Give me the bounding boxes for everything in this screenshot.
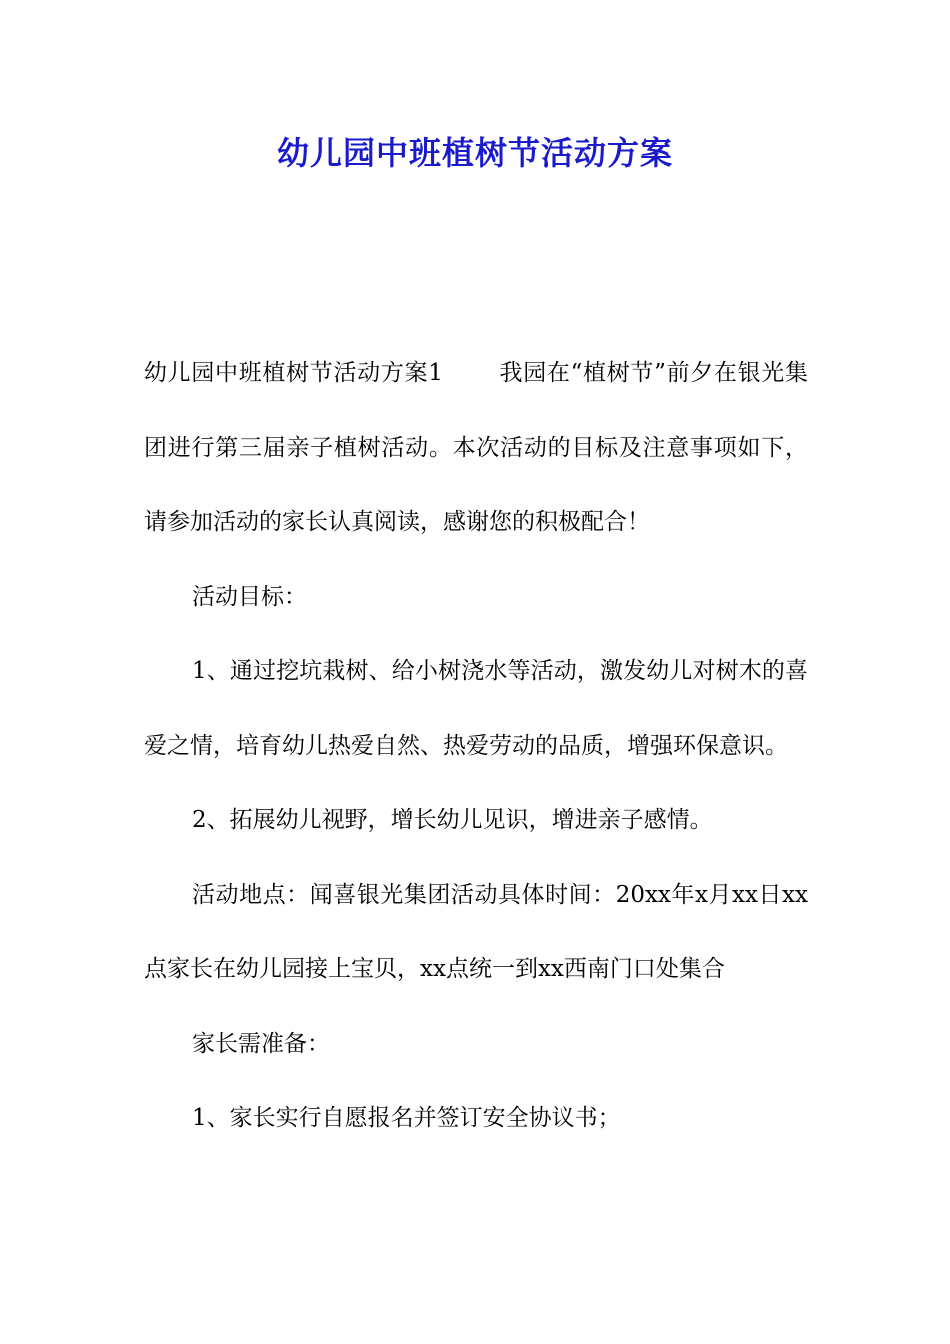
paragraph-parent-prep-heading: 家长需准备： xyxy=(192,1030,330,1057)
paragraph-parent-prep-1: 1、家长实行自愿报名并签订安全协议书； xyxy=(192,1105,621,1131)
paragraph-goal-2: 2、拓展幼儿视野，增长幼儿见识，增进亲子感情。 xyxy=(192,807,713,833)
intro-paragraph xyxy=(144,336,808,560)
paragraph-goals-heading: 活动目标： xyxy=(192,583,307,610)
paragraph-location-time: 活动地点：闻喜银光集团活动具体时间：20xx年x月xx日xx点家长在幼儿园接上宝贝，xx点统一到xx西南门口处集合 xyxy=(144,881,808,982)
intro-text: 我园在“植树节”前夕在银光集团进行第三届亲子植树活动。本次活动的目标及注意事项如下，请参加活动的家长认真阅读，感谢您的积极配合！ xyxy=(144,360,808,535)
document-body xyxy=(144,336,808,1156)
paragraph-goal-1: 1、通过挖坑栽树、给小树浇水等活动，激发幼儿对树木的喜爱之情，培育幼儿热爱自然、热爱劳动的品质，增强环保意识。 xyxy=(144,658,808,759)
intro-heading: 幼儿园中班植树节活动方案1 xyxy=(144,360,443,386)
document-title: 幼儿园中班植树节活动方案 xyxy=(276,134,673,172)
